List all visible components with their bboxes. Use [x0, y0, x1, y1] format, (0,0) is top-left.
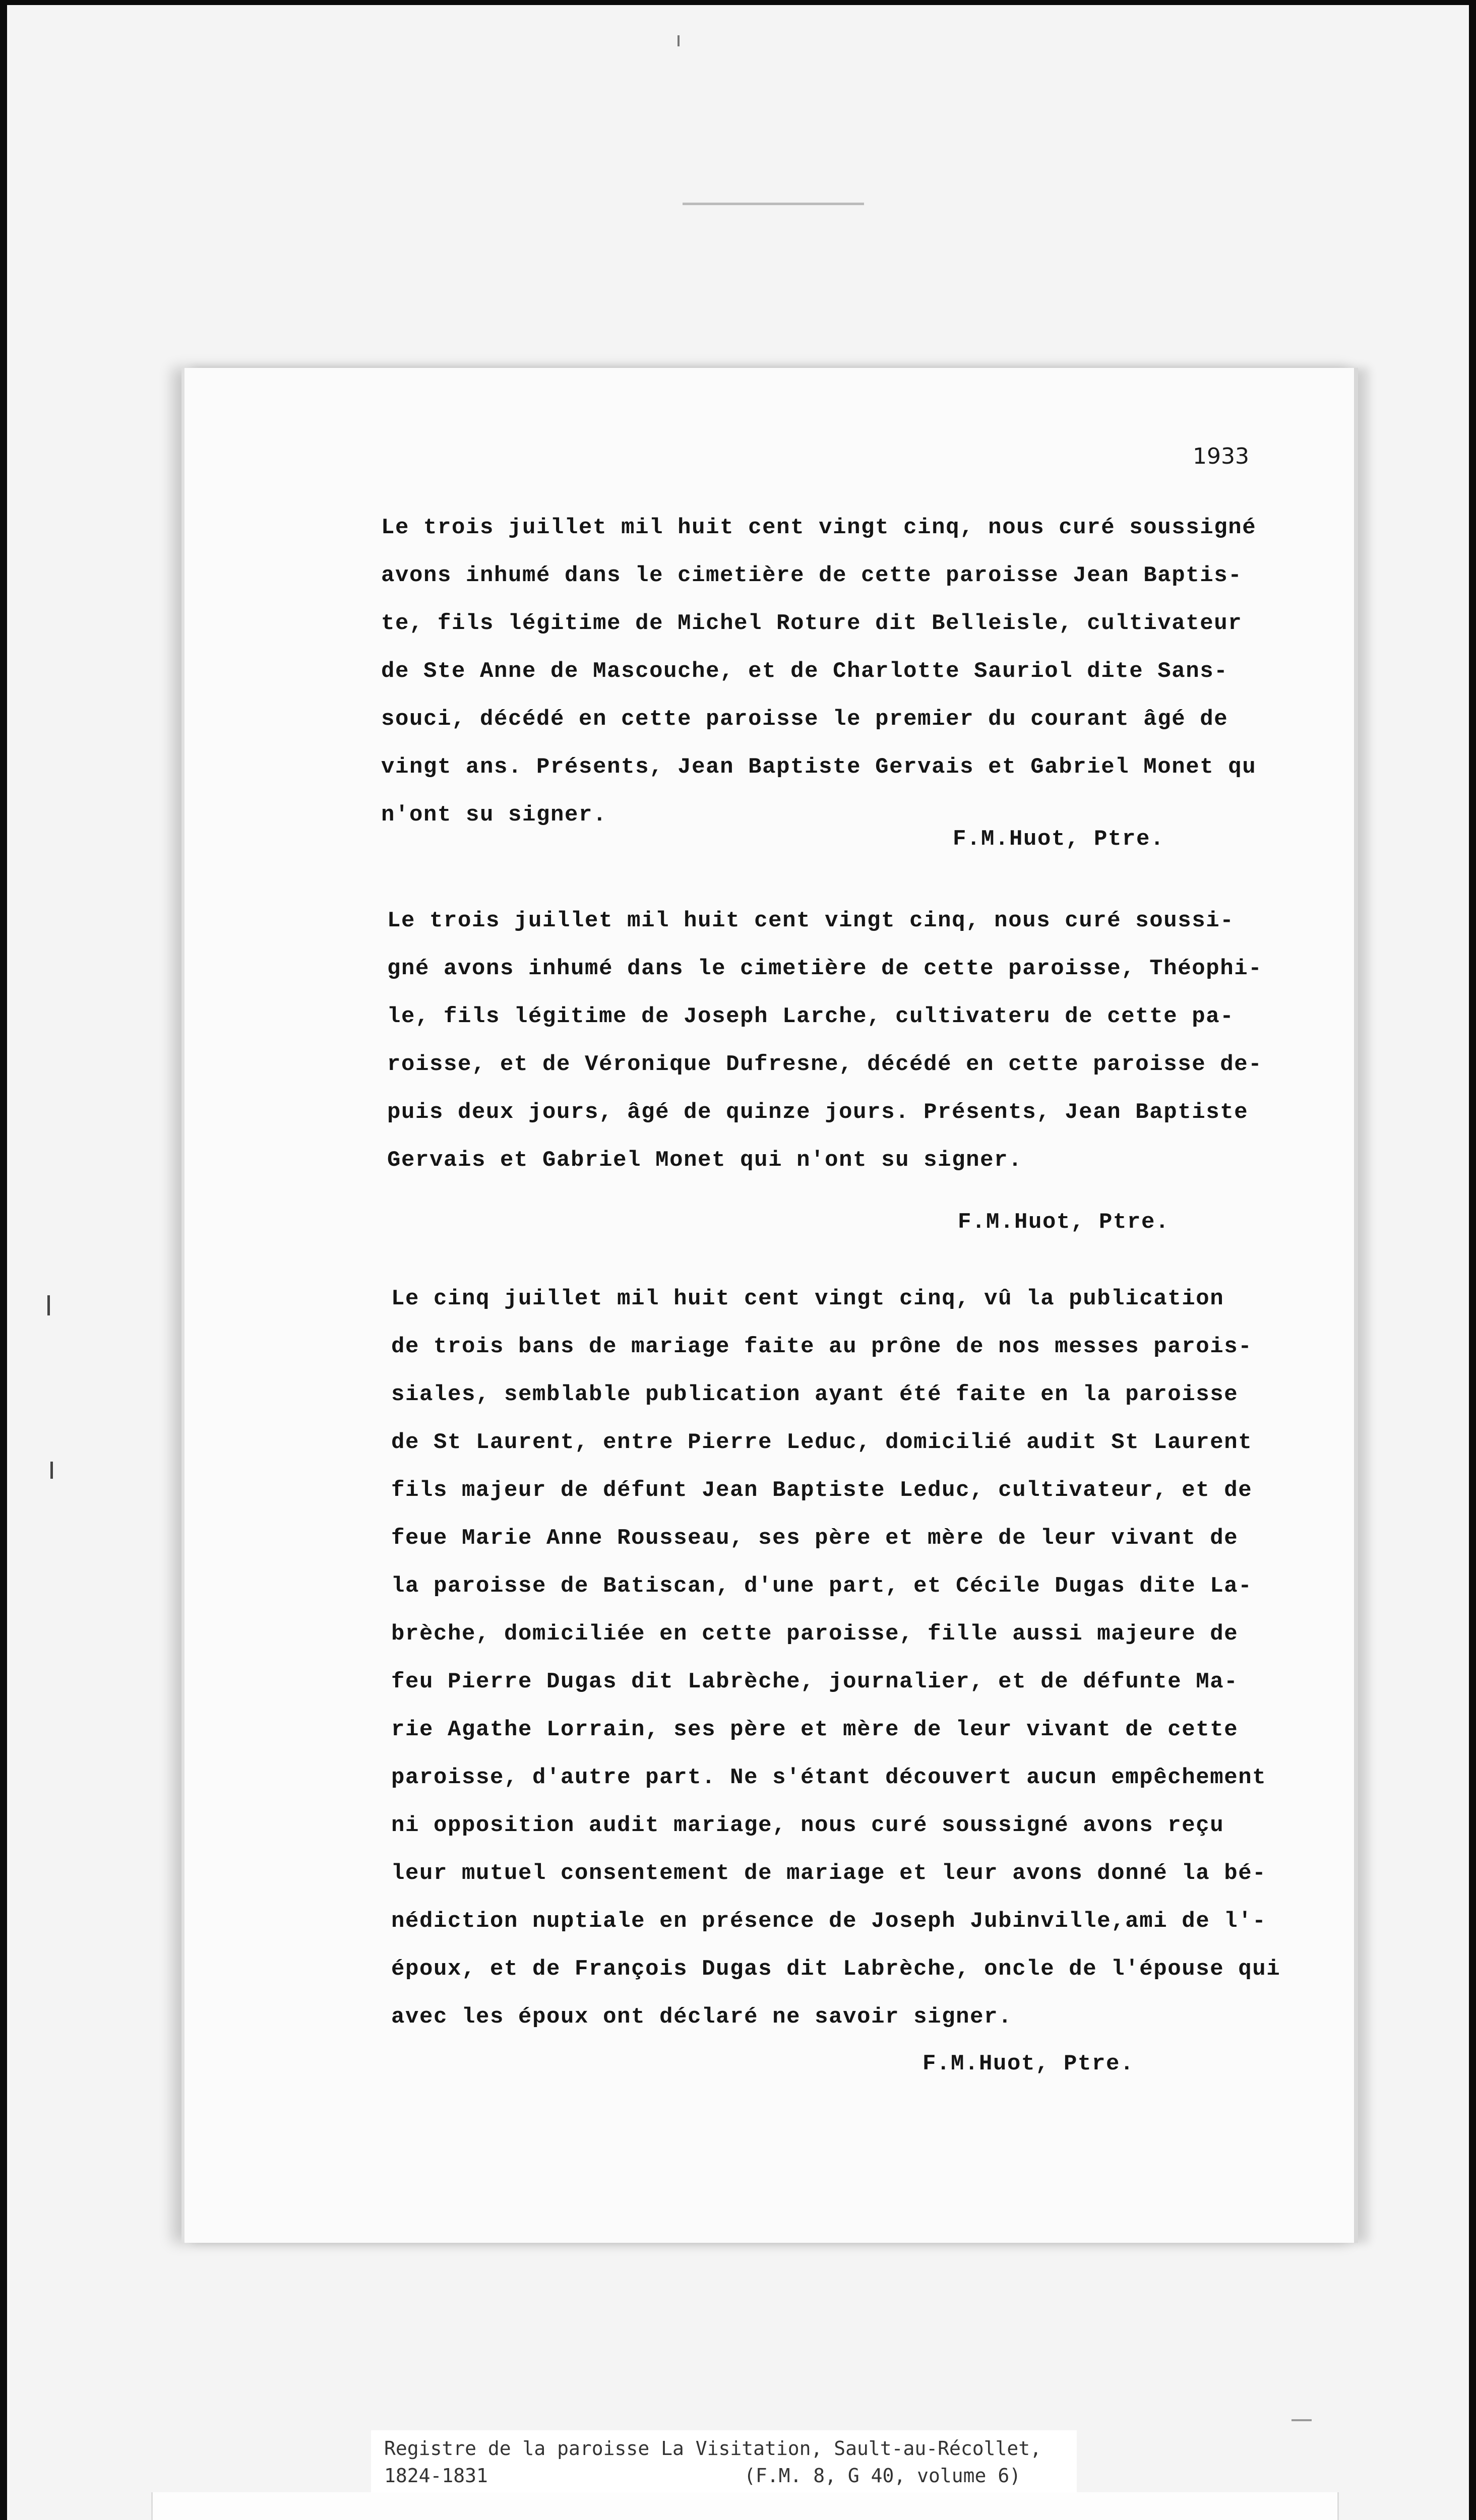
entry-line: te, fils légitime de Michel Roture dit Belleisle, cultivateur: [381, 611, 1243, 636]
entry-line: leur mutuel consentement de mariage et leur avons donné la bé-: [391, 1861, 1267, 1886]
priest-signature: F.M.Huot, Ptre.: [922, 2051, 1135, 2076]
entry-line: époux, et de François Dugas dit Labrèche, oncle de l'épouse qui: [391, 1957, 1281, 1982]
catalog-reference: (F.M. 8, G 40, volume 6): [744, 2465, 1021, 2487]
priest-signature: F.M.Huot, Ptre.: [953, 827, 1165, 852]
entry-line: le, fils légitime de Joseph Larche, cultivateru de cette pa-: [387, 1004, 1235, 1029]
archives-stamp: [151, 2492, 1339, 2520]
entry-line: Gervais et Gabriel Monet qui n'ont su signer.: [387, 1148, 1023, 1173]
entry-line: fils majeur de défunt Jean Baptiste Leduc, cultivateur, et de: [391, 1478, 1253, 1503]
entry-line: de Ste Anne de Mascouche, et de Charlotte Sauriol dite Sans-: [381, 659, 1228, 684]
burial-entry-2: [387, 897, 1476, 1184]
marriage-entry: [391, 1275, 1476, 2041]
catalog-register-title: Registre de la paroisse La Visitation, Sault-au-Récollet,: [384, 2437, 1042, 2460]
entry-line: puis deux jours, âgé de quinze jours. Présents, Jean Baptiste: [387, 1100, 1249, 1125]
catalog-years: 1824-1831: [384, 2465, 488, 2487]
entry-line: roisse, et de Véronique Dufresne, décédé en cette paroisse de-: [387, 1052, 1263, 1077]
film-scratch: [683, 203, 864, 205]
page-number: 1933: [1193, 444, 1249, 469]
entry-line: vingt ans. Présents, Jean Baptiste Gervais et Gabriel Monet qu: [381, 754, 1257, 780]
priest-signature: F.M.Huot, Ptre.: [958, 1210, 1170, 1235]
film-scratch: [47, 1295, 50, 1315]
entry-line: nédiction nuptiale en présence de Joseph Jubinville,ami de l'-: [391, 1909, 1267, 1934]
entry-line: de trois bans de mariage faite au prône de nos messes parois-: [391, 1334, 1253, 1359]
film-scratch: [1291, 2419, 1312, 2421]
entry-line: brèche, domiciliée en cette paroisse, fille aussi majeure de: [391, 1621, 1239, 1647]
entry-line: rie Agathe Lorrain, ses père et mère de leur vivant de cette: [391, 1717, 1239, 1742]
entry-line: gné avons inhumé dans le cimetière de cette paroisse, Théophi-: [387, 956, 1263, 981]
entry-line: siales, semblable publication ayant été faite en la paroisse: [391, 1382, 1239, 1407]
entry-line: Le trois juillet mil huit cent vingt cinq, nous curé soussigné: [381, 515, 1257, 540]
entry-line: ni opposition audit mariage, nous curé soussigné avons reçu: [391, 1813, 1224, 1838]
entry-line: avons inhumé dans le cimetière de cette paroisse Jean Baptis-: [381, 563, 1243, 588]
entry-line: de St Laurent, entre Pierre Leduc, domicilié audit St Laurent: [391, 1430, 1253, 1455]
film-scratch: [678, 35, 680, 46]
entry-line: Le cinq juillet mil huit cent vingt cinq, vû la publication: [391, 1286, 1224, 1311]
entry-line: feu Pierre Dugas dit Labrèche, journalier, et de défunte Ma-: [391, 1669, 1239, 1694]
entry-line: n'ont su signer.: [381, 802, 607, 828]
entry-line: Le trois juillet mil huit cent vingt cinq, nous curé soussi-: [387, 908, 1235, 933]
entry-line: paroisse, d'autre part. Ne s'étant découvert aucun empêchement: [391, 1765, 1267, 1790]
catalog-label: [371, 2430, 1077, 2496]
entry-line: avec les époux ont déclaré ne savoir signer.: [391, 2004, 1013, 2030]
burial-entry-1: [381, 504, 1476, 839]
entry-line: souci, décédé en cette paroisse le premier du courant âgé de: [381, 707, 1228, 732]
entry-line: la paroisse de Batiscan, d'une part, et Cécile Dugas dite La-: [391, 1573, 1253, 1599]
film-scratch: [50, 1462, 53, 1479]
entry-line: feue Marie Anne Rousseau, ses père et mère de leur vivant de: [391, 1526, 1239, 1551]
